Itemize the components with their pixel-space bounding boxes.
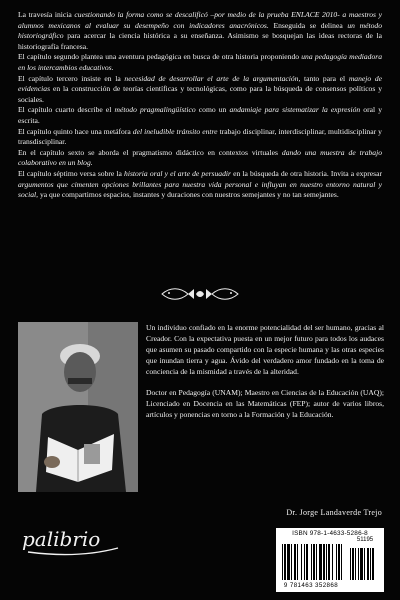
synopsis-paragraph-7 [18,169,382,201]
synopsis-paragraph-2 [18,52,382,73]
addon-bar [358,548,359,580]
synopsis-paragraph-5 [18,127,382,148]
bio-paragraph-1: Un individuo confiado en la enorme potencialidad del ser humano, gracias al Creador. Con la expectativa puesta en un mejor futuro para todos los audaces que asumen su pasado compartido con la especie humana y las otras especies que inundan tierra y agua. Ávido del verdadero amor fundado en la toma de conciencia de la mismidad a través de la alteridad. [146,323,384,376]
synopsis-run: del ineludible tránsito entre [132,126,218,136]
addon-bar [367,548,369,580]
addon-bar [360,548,363,580]
barcode-bar [338,544,340,580]
back-cover-synopsis [18,10,382,201]
addon-bar [350,548,351,580]
barcode-bar [336,544,337,580]
publisher-logo-text: palibrio [22,527,101,551]
synopsis-paragraph-6 [18,148,382,169]
synopsis-run: cuestionando la forma como se descalificó –por medio de la prueba ENLACE 2010- a maestros y alumnos mexicanos al evaluar su desempeño con indicadores anacrónicos. [18,10,382,30]
barcode-bar [323,544,325,580]
synopsis-run: en la búsqueda de otra historia. Invita a expresar [230,168,382,178]
isbn-addon: 51195 [356,537,374,543]
synopsis-run: manejo de evidencias [18,73,383,94]
addon-bar [355,548,356,580]
isbn-label: ISBN 978-1-4633-5286-8 [292,530,368,537]
synopsis-run: historia oral y el arte de persuadir [124,168,231,178]
synopsis-run: método pragmalingüístico [114,105,196,115]
synopsis-run: en la construcción de teorías científicas y tecnológicas, como para la búsqueda de consensos políticos y sociales. [18,84,382,104]
barcode-bar [306,544,308,580]
fish-ornament-icon [160,285,240,303]
synopsis-run: para acercar la ciencia histórica a su enseñanza. Asimismo se bosquejan las ideas rectoras de la historiografía francesa. [18,31,382,51]
synopsis-run: oral y escrita. [18,105,382,125]
addon-bar [364,548,365,580]
addon-bar [372,548,374,580]
barcode-bar [282,544,283,580]
synopsis-paragraph-3 [18,74,382,106]
barcode-bar [313,544,315,580]
barcode-bar [311,544,312,580]
author-bio [146,322,384,430]
synopsis-run: argumentos que cimenten opciones brillantes para nuestra vida personal e influyan en nuestro entorno natural y social, [18,179,382,200]
ean-number: 9 781463 352868 [283,582,339,589]
barcode-bar [287,544,290,580]
synopsis-run: El capítulo quinto hace una metáfora [18,126,133,136]
synopsis-paragraph-1 [18,10,382,52]
barcode-bar [301,544,302,580]
author-name [286,508,382,517]
synopsis-paragraph-4 [18,105,382,126]
palibrio-logo-icon [18,520,128,560]
barcode-bar [297,544,298,580]
barcode-bar [326,544,327,580]
isbn-barcode [276,528,384,592]
synopsis-run: Enseguida se delinea [268,20,348,30]
synopsis-run: En el capítulo sexto se aborda el pragmatismo didáctico en contextos virtuales [18,147,282,157]
barcode-bars [282,544,380,582]
synopsis-run: tanto para el [300,73,349,83]
synopsis-run: un método historiográfico [18,20,382,41]
addon-bar [352,548,354,580]
author-fullname: Jorge Landaverde Trejo [299,508,382,517]
synopsis-run: El capítulo tercero insiste en la [18,73,125,83]
synopsis-run: El capítulo cuarto describe el [18,105,115,115]
synopsis-run: ya que compartimos espacios, instantes y duraciones con nuestros semejantes y no tan semejantes. [38,190,339,200]
barcode-bar [284,544,286,580]
author-prefix: Dr. [286,508,300,517]
barcode-bar [328,544,330,580]
synopsis-run: La travesía inicia [18,10,75,19]
synopsis-run: necesidad de desarrollar el arte de la argumentación, [124,73,301,83]
author-photo [18,322,138,492]
addon-bar [370,548,371,580]
synopsis-run: El capítulo segundo plantea una aventura pedagógica en busca de otra historia proponiendo [18,52,302,62]
synopsis-run: como un [195,105,230,115]
synopsis-run: trabajo disciplinar, interdisciplinar, multidisciplinar y transdisciplinar. [18,126,382,147]
synopsis-run: dando una muestra de trabajo colaborativo en un blog. [18,147,382,168]
synopsis-run: El capítulo séptimo versa sobre la [18,168,125,178]
barcode-bar [291,544,292,580]
barcode-bar [316,544,317,580]
barcode-bar [319,544,322,580]
barcode-bar [304,544,305,580]
barcode-bar [332,544,333,580]
bio-paragraph-2: Doctor en Pedagogía (UNAM); Maestro en Ciencias de la Educación (UAQ); Licenciado en Docencia en las Matemáticas (FEP); autor de varios libros, artículos y ponencias en torno a la Formación y la Educación. [146,388,384,419]
barcode-bar [341,544,342,580]
barcode-bar [294,544,296,580]
synopsis-run: andamiaje para sistematizar la expresión [229,105,361,115]
synopsis-run: una pedagogía mediadora en los intercambios educativos. [18,52,382,72]
